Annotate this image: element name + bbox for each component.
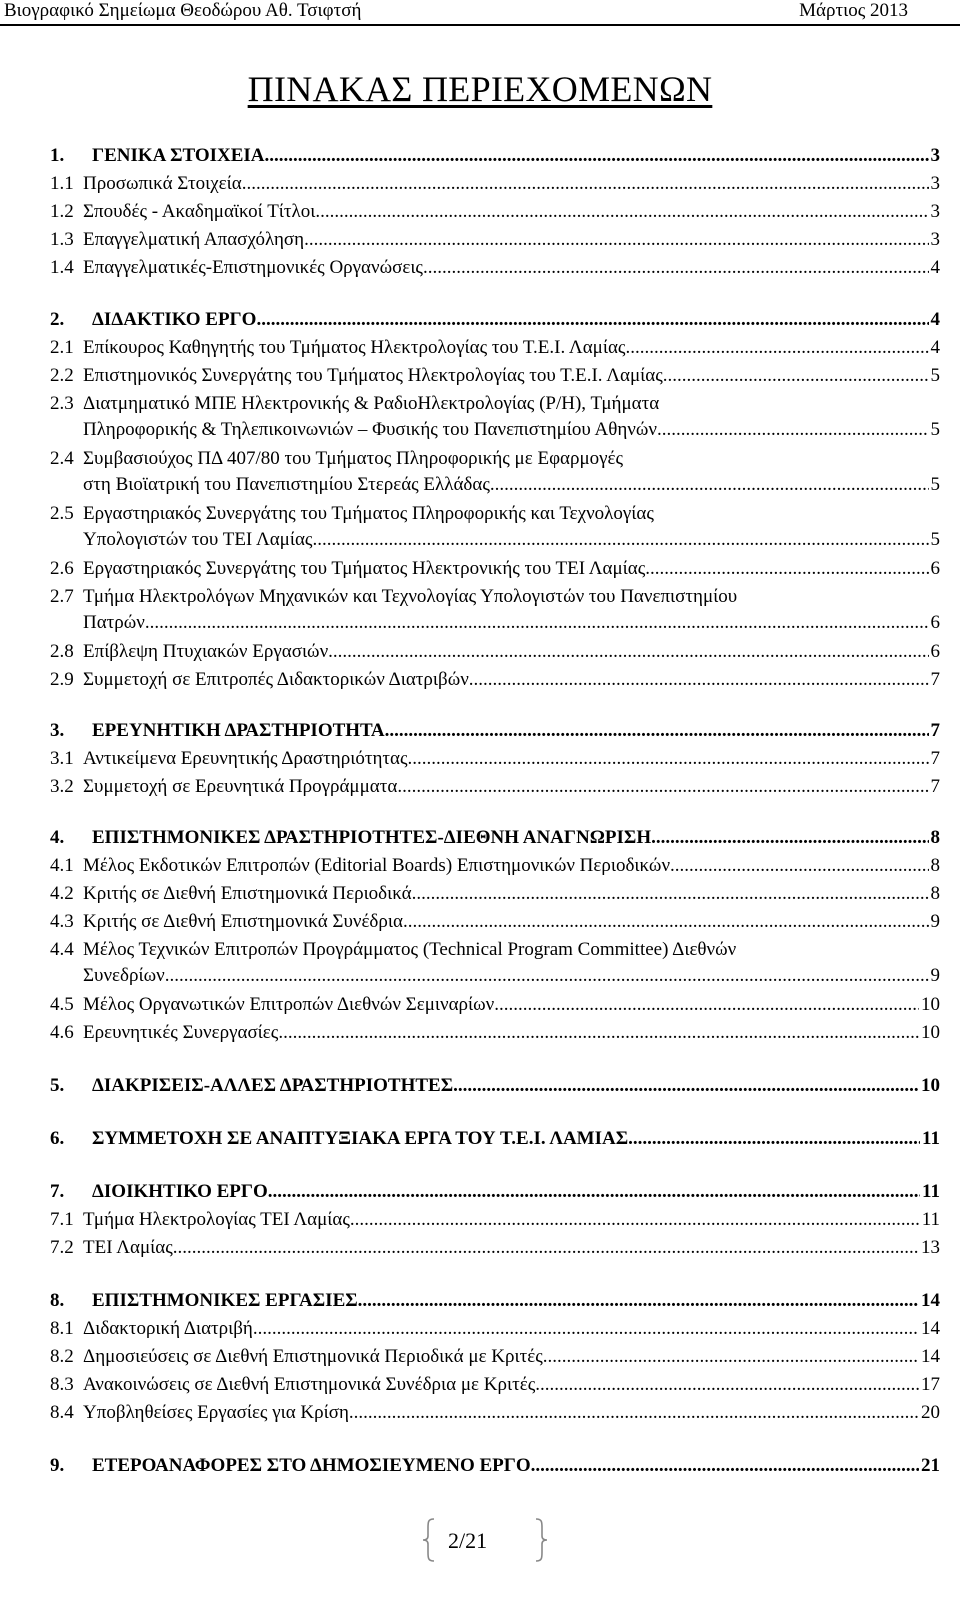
- toc-entry-number: 1.3: [50, 229, 74, 250]
- toc-entry-page: 4: [930, 257, 940, 278]
- dot-leader: [531, 1453, 919, 1479]
- dot-leader: [145, 610, 929, 636]
- toc-entry[interactable]: [50, 1126, 940, 1152]
- toc-entry-page: 14: [921, 1290, 940, 1311]
- toc-entry-page: 14: [921, 1346, 940, 1367]
- dot-leader: [397, 774, 928, 800]
- toc-entry-number: 3.1: [50, 748, 74, 769]
- toc-entry-page: 3: [930, 145, 940, 166]
- toc-entry-page: 14: [921, 1318, 940, 1339]
- dot-leader: [358, 1288, 919, 1314]
- right-brace-icon: [534, 1518, 548, 1562]
- toc-entry[interactable]: [50, 363, 940, 389]
- dot-leader: [312, 527, 928, 553]
- toc-entry-title: Αντικείμενα Ερευνητικής Δραστηριότητας: [83, 748, 408, 769]
- toc-entry-title: Εργαστηριακός Συνεργάτης του Τμήματος Ηλεκτρονικής του ΤΕΙ Λαμίας: [83, 558, 646, 579]
- toc-entry-page: 11: [922, 1181, 940, 1202]
- toc-entry-title: ΔΙΔΑΚΤΙΚΟ ΕΡΓΟ: [92, 309, 257, 330]
- page-footer: [0, 1518, 960, 1568]
- toc-entry[interactable]: [50, 1453, 940, 1479]
- header-date: Μάρτιος 2013: [799, 0, 908, 21]
- toc-entry-page: 21: [921, 1455, 940, 1476]
- toc-entry-page: 9: [930, 965, 940, 986]
- toc-entry-page: 10: [921, 1022, 940, 1043]
- toc-entry[interactable]: [50, 1179, 940, 1205]
- dot-leader: [304, 227, 928, 253]
- toc-entry-number: 2.6: [50, 558, 74, 579]
- toc-entry[interactable]: [50, 774, 940, 800]
- toc-entry-title: Τμήμα Ηλεκτρολόγων Μηχανικών και Τεχνολογίας Υπολογιστών του Πανεπιστημίου: [83, 586, 738, 607]
- toc-entry-title: Επιστημονικός Συνεργάτης του Τμήματος Ηλεκτρολογίας του Τ.Ε.Ι. Λαμίας: [83, 365, 663, 386]
- dot-leader: [651, 825, 928, 851]
- dot-leader: [328, 639, 928, 665]
- toc-entry-title: Επαγγελματική Απασχόληση: [83, 229, 305, 250]
- toc-entry-page: 5: [930, 529, 940, 550]
- dot-leader: [173, 1235, 919, 1261]
- dot-leader: [403, 909, 929, 935]
- toc-entry-page: 6: [930, 558, 940, 579]
- toc-entry-number: 8.2: [50, 1346, 74, 1367]
- toc-entry-page: 5: [930, 474, 940, 495]
- dot-leader: [315, 199, 928, 225]
- dot-leader: [165, 963, 929, 989]
- dot-leader: [645, 556, 928, 582]
- toc-entry-number: 2.8: [50, 641, 74, 662]
- toc-entry-page: 7: [930, 776, 940, 797]
- toc-entry-title: Μέλος Οργανωτικών Επιτροπών Διεθνών Σεμιναρίων: [83, 994, 495, 1015]
- toc-entry[interactable]: [50, 171, 940, 197]
- toc-entry-title: Μέλος Εκδοτικών Επιτροπών (Editorial Boards) Επιστημονικών Περιοδικών: [83, 855, 671, 876]
- toc-entry[interactable]: [50, 1235, 940, 1261]
- dot-leader: [469, 667, 929, 693]
- toc-entry-page: 10: [921, 1075, 940, 1096]
- toc-entry-number: 4.4: [50, 939, 74, 960]
- toc-entry-title: ΓΕΝΙΚΑ ΣΤΟΙΧΕΙΑ: [92, 145, 265, 166]
- toc-entry-number: 4.6: [50, 1022, 74, 1043]
- toc-entry[interactable]: [50, 937, 940, 989]
- toc-entry-page: 6: [930, 612, 940, 633]
- toc-entry-title: Συνεδρίων: [83, 965, 165, 986]
- toc-entry-number: 8.4: [50, 1402, 74, 1423]
- toc-entry-title: Διατμηματικό ΜΠΕ Ηλεκτρονικής & ΡαδιοΗλεκτρολογίας (Ρ/Η), Τμήματα: [83, 393, 660, 414]
- toc-entry-number: 2.: [50, 309, 65, 330]
- dot-leader: [490, 472, 929, 498]
- toc-entry-title: Συμμετοχή σε Ερευνητικά Προγράμματα: [83, 776, 398, 797]
- toc-entry-page: 7: [930, 720, 940, 741]
- toc-entry-title: Σπουδές - Ακαδημαϊκοί Τίτλοι: [83, 201, 316, 222]
- toc-entry-number: 2.1: [50, 337, 74, 358]
- toc-entry-page: 9: [930, 911, 940, 932]
- dot-leader: [494, 992, 919, 1018]
- toc-entry-page: 10: [921, 994, 940, 1015]
- toc-entry-number: 7.1: [50, 1209, 74, 1230]
- toc-entry[interactable]: [50, 199, 940, 225]
- toc-entry-title: Εργαστηριακός Συνεργάτης του Τμήματος Πληροφορικής και Τεχνολογίας: [83, 503, 654, 524]
- toc-entry-title: ΣΥΜΜΕΤΟΧΗ ΣΕ ΑΝΑΠΤΥΞΙΑΚΑ ΕΡΓΑ ΤΟΥ Τ.Ε.Ι. ΛΑΜΙΑΣ: [92, 1128, 629, 1149]
- toc-entry-title: Συμμετοχή σε Επιτροπές Διδακτορικών Διατριβών: [83, 669, 469, 690]
- toc-entry-number: 4.3: [50, 911, 74, 932]
- toc-entry-page: 13: [921, 1237, 940, 1258]
- toc-entry-number: 5.: [50, 1075, 65, 1096]
- toc-entry[interactable]: [50, 501, 940, 553]
- dot-leader: [278, 1020, 919, 1046]
- toc-entry[interactable]: [50, 1372, 940, 1398]
- page-header: [0, 0, 960, 26]
- toc-entry-number: 1.1: [50, 173, 74, 194]
- toc-entry[interactable]: [50, 1344, 940, 1370]
- dot-leader: [265, 143, 929, 169]
- toc-entry-number: 2.3: [50, 393, 74, 414]
- page-title: ΠΙΝΑΚΑΣ ΠΕΡΙΕΧΟΜΕΝΩΝ: [247, 69, 713, 109]
- toc-entry-title: ΕΤΕΡΟΑΝΑΦΟΡΕΣ ΣΤΟ ΔΗΜΟΣΙΕΥΜΕΝΟ ΕΡΓΟ: [92, 1455, 531, 1476]
- toc-entry-page: 7: [930, 748, 940, 769]
- toc-entry-number: 4.2: [50, 883, 74, 904]
- dot-leader: [412, 881, 929, 907]
- toc-entry-number: 2.9: [50, 669, 74, 690]
- toc-entry-page: 8: [930, 827, 940, 848]
- toc-entry-page: 4: [930, 337, 940, 358]
- toc-entry-page: 11: [922, 1128, 940, 1149]
- toc-entry[interactable]: [50, 335, 940, 361]
- toc-entry-number: 1.4: [50, 257, 74, 278]
- toc-entry-page: 17: [921, 1374, 940, 1395]
- toc-entry-title: Κριτής σε Διεθνή Επιστημονικά Συνέδρια: [83, 911, 403, 932]
- dot-leader: [423, 255, 929, 281]
- toc-entry-title: ΔΙΟΙΚΗΤΙΚΟ ΕΡΓΟ: [92, 1181, 268, 1202]
- dot-leader: [256, 307, 928, 333]
- toc-entry-page: 11: [921, 1209, 940, 1230]
- toc-entry-title: Προσωπικά Στοιχεία: [83, 173, 242, 194]
- toc-entry-page: 8: [930, 855, 940, 876]
- toc-entry-number: 8.: [50, 1290, 65, 1311]
- toc-entry[interactable]: [50, 992, 940, 1018]
- toc-entry[interactable]: [50, 255, 940, 281]
- toc-entry-number: 3.2: [50, 776, 74, 797]
- dot-leader: [385, 718, 929, 744]
- toc-entry-number: 6.: [50, 1128, 65, 1149]
- toc-entry-title: Επίβλεψη Πτυχιακών Εργασιών: [83, 641, 329, 662]
- toc-entry[interactable]: [50, 227, 940, 253]
- page-number: 2/21: [448, 1528, 488, 1553]
- toc-entry-number: 2.5: [50, 503, 74, 524]
- toc-entry[interactable]: [50, 909, 940, 935]
- toc-entry-title: στη Βιοϊατρική του Πανεπιστημίου Στερεάς Ελλάδας: [83, 474, 490, 495]
- toc-entry-title: Δημοσιεύσεις σε Διεθνή Επιστημονικά Περιοδικά με Κριτές: [83, 1346, 543, 1367]
- toc-entry[interactable]: [50, 446, 940, 498]
- toc-entry-title: ΔΙΑΚΡΙΣΕΙΣ-ΑΛΛΕΣ ΔΡΑΣΤΗΡΙΟΤΗΤΕΣ: [92, 1075, 454, 1096]
- toc-entry[interactable]: [50, 853, 940, 879]
- toc-entry-title: Υπολογιστών του ΤΕΙ Λαμίας: [83, 529, 313, 550]
- toc-entry-number: 2.4: [50, 448, 74, 469]
- toc-entry-page: 3: [930, 173, 940, 194]
- toc-entry-title: ΕΠΙΣΤΗΜΟΝΙΚΕΣ ΔΡΑΣΤΗΡΙΟΤΗΤΕΣ-ΔΙΕΘΝΗ ΑΝΑΓΝΩΡΙΣΗ: [92, 827, 652, 848]
- toc-entry-title: Μέλος Τεχνικών Επιτροπών Προγράμματος (Technical Program Committee) Διεθνών: [83, 939, 737, 960]
- toc-entry-number: 4.1: [50, 855, 74, 876]
- toc-entry-number: 4.5: [50, 994, 74, 1015]
- toc-entry-page: 4: [930, 309, 940, 330]
- dot-leader: [657, 417, 929, 443]
- toc-entry-number: 9.: [50, 1455, 65, 1476]
- toc-entry-title: Τμήμα Ηλεκτρολογίας ΤΕΙ Λαμίας: [83, 1209, 350, 1230]
- toc-entry-title: Πληροφορικής & Τηλεπικοινωνιών – Φυσικής του Πανεπιστημίου Αθηνών: [83, 419, 657, 440]
- dot-leader: [543, 1344, 919, 1370]
- toc-entry-title: ΤΕΙ Λαμίας: [83, 1237, 173, 1258]
- toc-entry-page: 6: [930, 641, 940, 662]
- toc-entry-number: 1.: [50, 145, 65, 166]
- toc-entry-title: Πατρών: [83, 612, 145, 633]
- toc-entry[interactable]: [50, 639, 940, 665]
- dot-leader: [670, 853, 928, 879]
- toc-entry-number: 8.1: [50, 1318, 74, 1339]
- toc-entry-title: ΕΠΙΣΤΗΜΟΝΙΚΕΣ ΕΡΓΑΣΙΕΣ: [92, 1290, 358, 1311]
- toc-entry[interactable]: [50, 1073, 940, 1099]
- dot-leader: [268, 1179, 920, 1205]
- header-title: Βιογραφικό Σημείωμα Θεοδώρου Αθ. Τσιφτσή: [4, 0, 362, 21]
- dot-leader: [242, 171, 929, 197]
- toc-entry[interactable]: [50, 667, 940, 693]
- toc-entry-title: Συμβασιούχος ΠΔ 407/80 του Τμήματος Πληροφορικής με Εφαρμογές: [83, 448, 624, 469]
- toc-entry-page: 20: [921, 1402, 940, 1423]
- toc-entry-title: Ερευνητικές Συνεργασίες: [83, 1022, 279, 1043]
- toc-entry-title: Επίκουρος Καθηγητής του Τμήματος Ηλεκτρολογίας του Τ.Ε.Ι. Λαμίας: [83, 337, 626, 358]
- toc-entry-page: 3: [930, 229, 940, 250]
- toc-entry[interactable]: [50, 1288, 940, 1314]
- dot-leader: [625, 335, 928, 361]
- toc-entry[interactable]: [50, 143, 940, 169]
- toc-entry-number: 2.2: [50, 365, 74, 386]
- left-brace-icon: [422, 1518, 436, 1562]
- dot-leader: [253, 1316, 919, 1342]
- toc-entry-title: Επαγγελματικές-Επιστημονικές Οργανώσεις: [83, 257, 423, 278]
- toc-entry-number: 7.: [50, 1181, 65, 1202]
- dot-leader: [535, 1372, 919, 1398]
- toc-entry-number: 2.7: [50, 586, 74, 607]
- toc-entry-number: 3.: [50, 720, 65, 741]
- dot-leader: [408, 746, 929, 772]
- toc-entry[interactable]: [50, 307, 940, 333]
- toc-entry-title: Υποβληθείσες Εργασίες για Κρίση: [83, 1402, 349, 1423]
- toc-entry[interactable]: [50, 825, 940, 851]
- toc-entry[interactable]: [50, 1400, 940, 1426]
- toc-entry-page: 5: [930, 419, 940, 440]
- dot-leader: [663, 363, 929, 389]
- toc-entry-title: Διδακτορική Διατριβή: [83, 1318, 253, 1339]
- toc-entry-title: Κριτής σε Διεθνή Επιστημονικά Περιοδικά: [83, 883, 412, 904]
- toc-entry[interactable]: [50, 881, 940, 907]
- toc-entry-page: 8: [930, 883, 940, 904]
- toc-entry-page: 3: [930, 201, 940, 222]
- toc-entry[interactable]: [50, 584, 940, 636]
- toc-entry-title: Ανακοινώσεις σε Διεθνή Επιστημονικά Συνέδρια με Κριτές: [83, 1374, 536, 1395]
- toc-entry[interactable]: [50, 556, 940, 582]
- dot-leader: [628, 1126, 920, 1152]
- toc-entry-title: ΕΡΕΥΝΗΤΙΚΗ ΔΡΑΣΤΗΡΙΟΤΗΤΑ: [92, 720, 385, 741]
- dot-leader: [453, 1073, 919, 1099]
- toc-entry-number: 8.3: [50, 1374, 74, 1395]
- toc-entry[interactable]: [50, 718, 940, 744]
- toc-entry[interactable]: [50, 391, 940, 443]
- toc-entry[interactable]: [50, 1020, 940, 1046]
- toc-entry[interactable]: [50, 1316, 940, 1342]
- toc-entry-page: 7: [930, 669, 940, 690]
- toc-entry-number: 4.: [50, 827, 65, 848]
- toc-entry[interactable]: [50, 1207, 940, 1233]
- dot-leader: [350, 1207, 920, 1233]
- toc-entry-page: 5: [930, 365, 940, 386]
- dot-leader: [349, 1400, 919, 1426]
- toc-entry-number: 1.2: [50, 201, 74, 222]
- toc-entry[interactable]: [50, 746, 940, 772]
- toc-entry-number: 7.2: [50, 1237, 74, 1258]
